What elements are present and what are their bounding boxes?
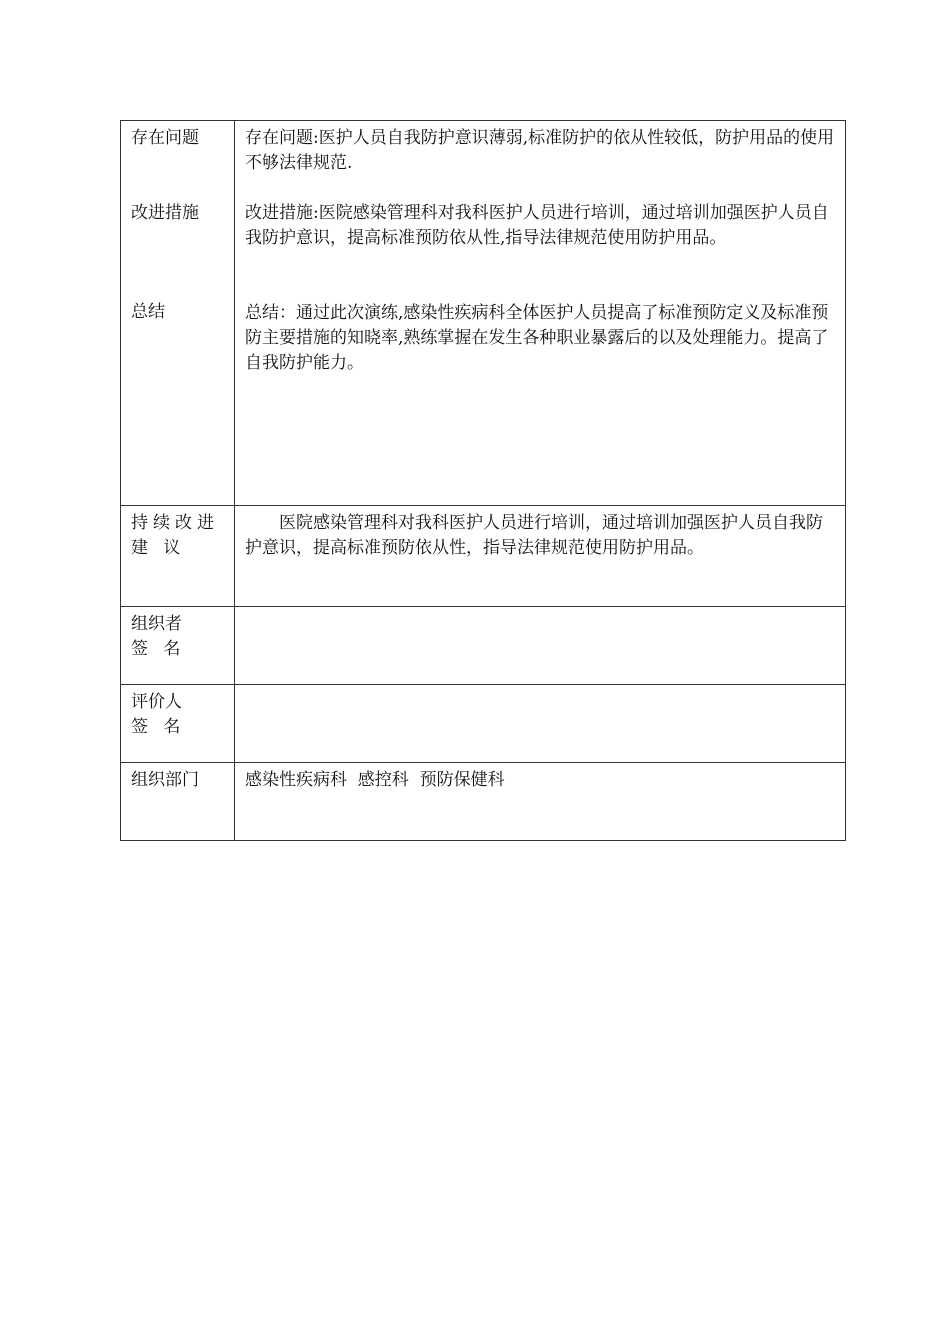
- summary-text: 总结：通过此次演练,感染性疾病科全体医护人员提高了标准预防定义及标准预防主要措施的知晓率,熟练掌握在发生各种职业暴露后的以及处理能力。提高了自我防护能力。: [245, 303, 829, 373]
- improvement-row: [121, 506, 846, 607]
- department-content-cell: [235, 763, 846, 841]
- summary-label: 总结: [131, 302, 165, 322]
- findings-row: [121, 121, 846, 506]
- evaluator-label-line2: 签 名: [131, 717, 186, 737]
- improvement-label-line1: 持续改进: [131, 513, 219, 533]
- organizer-signature-cell[interactable]: [235, 607, 846, 685]
- problem-label: 存在问题: [131, 128, 199, 148]
- report-table: [120, 120, 846, 841]
- findings-content-cell: [235, 121, 846, 506]
- improvement-label-cell: [121, 506, 235, 607]
- organizer-label-line2: 签 名: [131, 639, 186, 659]
- improvement-text: 医院感染管理科对我科医护人员进行培训，通过培训加强医护人员自我防护意识，提高标准预防依从性，指导法律规范使用防护用品。: [245, 513, 823, 558]
- evaluator-signature-cell[interactable]: [235, 685, 846, 763]
- problem-text: 存在问题:医护人员自我防护意识薄弱,标准防护的依从性较低，防护用品的使用不够法律规范.: [245, 128, 835, 173]
- measures-text: 改进措施:医院感染管理科对我科医护人员进行培训，通过培训加强医护人员自我防护意识，提高标准预防依从性,指导法律规范使用防护用品。: [245, 203, 829, 248]
- measures-label: 改进措施: [131, 203, 199, 223]
- department-label-cell: [121, 763, 235, 841]
- improvement-label-line2: 建 议: [131, 538, 186, 558]
- findings-label-cell: [121, 121, 235, 506]
- improvement-content-cell: [235, 506, 846, 607]
- evaluator-label-line1: 评价人: [131, 692, 182, 712]
- department-row: [121, 763, 846, 841]
- department-text: 感染性疾病科 感控科 预防保健科: [245, 770, 505, 790]
- department-label: 组织部门: [131, 770, 199, 790]
- evaluator-label-cell: [121, 685, 235, 763]
- organizer-label-cell: [121, 607, 235, 685]
- organizer-label-line1: 组织者: [131, 614, 182, 634]
- evaluator-row: [121, 685, 846, 763]
- organizer-row: [121, 607, 846, 685]
